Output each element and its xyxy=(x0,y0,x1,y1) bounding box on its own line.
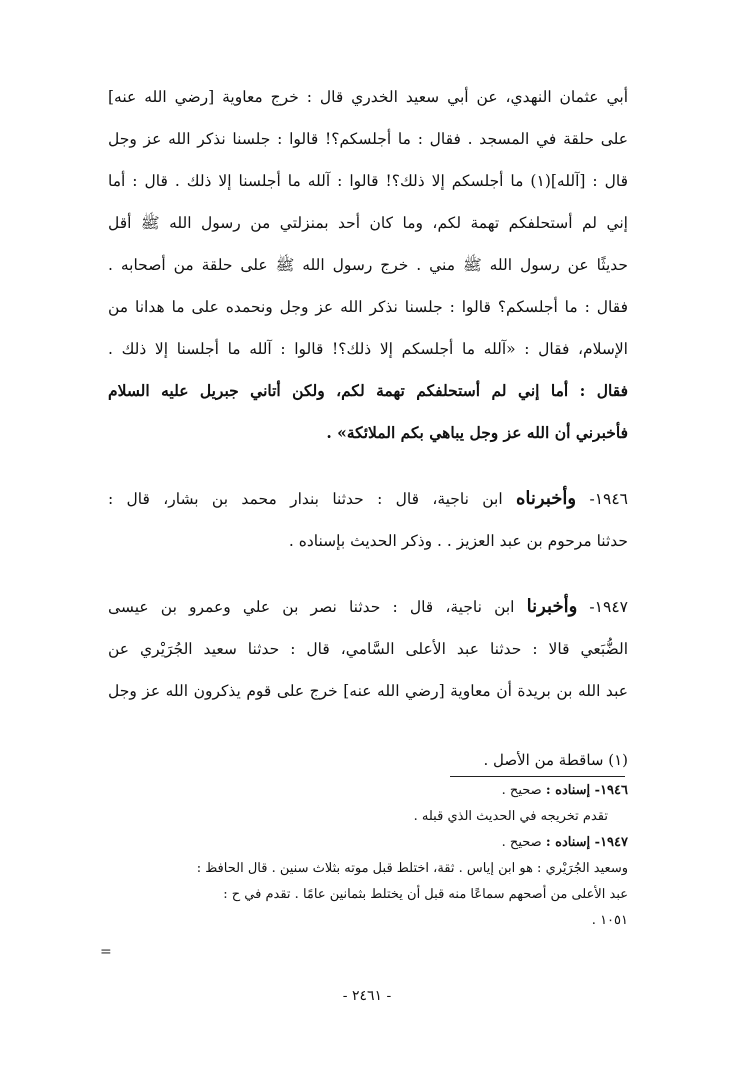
footnote-1: (١) ساقطة من الأصل . xyxy=(483,751,628,769)
continuation-mark: = xyxy=(100,944,112,960)
entry-marker: وأخبرنا xyxy=(526,596,578,617)
paragraph-gap xyxy=(108,562,628,586)
page-number: - ٢٤٦١ - xyxy=(342,988,392,1004)
entry-1946-line-1 xyxy=(108,478,628,520)
entry-1946-line-2: حدثنا مرحوم بن عبد العزيز . . وذكر الحديث بإسناده . xyxy=(288,532,628,550)
footnote-value: صحيح . xyxy=(501,835,542,850)
entry-number: ١٩٤٦- xyxy=(589,490,628,508)
footnote-value: صحيح . xyxy=(501,783,542,798)
entry-1947-line-3: عبد الله بن بريدة أن معاوية [رضي الله عنه] خرج على قوم يذكرون الله عز وجل xyxy=(108,682,628,700)
footnote-1947-detail: عبد الأعلى من أصحهم سماعًا منه قبل أن يختلط بثمانين عامًا . تقدم في ح : xyxy=(223,887,628,902)
text-line-bold: فأخبرني أن الله عز وجل يباهي بكم الملائكة» . xyxy=(326,423,628,442)
footnote-1946 xyxy=(108,778,628,804)
text-line: فقال : ما أجلسكم؟ قالوا : جلسنا نذكر الله عز وجل ونحمده على ما هدانا من xyxy=(108,298,628,316)
entry-1947-line-2: الضُّبَعي قالا : حدثنا عبد الأعلى السَّامي، قال : حدثنا سعيد الجُرَيْري عن xyxy=(108,640,628,658)
footnote-1946-detail: تقدم تخريجه في الحديث الذي قبله . xyxy=(413,809,608,824)
paragraph-gap xyxy=(108,454,628,478)
text-line: الإسلام، فقال : «آلله ما أجلسكم إلا ذلك؟! قالوا : آلله ما أجلسنا إلا ذلك . xyxy=(108,340,628,358)
footnote-1947-detail: وسعيد الجُرَيْري : هو ابن إياس . ثقة، اختلط قبل موته بثلاث سنين . قال الحافظ : xyxy=(196,861,628,876)
footnote-1947-detail: ١٠٥١ . xyxy=(591,913,628,928)
main-text xyxy=(108,76,628,712)
text-line: أبي عثمان النهدي، عن أبي سعيد الخدري قال : خرج معاوية [رضي الله عنه] xyxy=(108,88,628,106)
text-line: حديثًا عن رسول الله ﷺ مني . خرج رسول الله ﷺ على حلقة من أصحابه . xyxy=(108,256,628,274)
text-line-bold: فقال : أما إني لم أستحلفكم تهمة لكم، ولكن أتاني جبريل عليه السلام xyxy=(108,381,628,400)
footnote-1947 xyxy=(108,830,628,856)
entry-1947-line-1 xyxy=(108,586,628,628)
entry-marker: وأخبرناه xyxy=(516,488,577,509)
text-line: إني لم أستحلفكم تهمة لكم، وما كان أحد بمنزلتي من رسول الله ﷺ أقل xyxy=(108,214,628,232)
text-line: على حلقة في المسجد . فقال : ما أجلسكم؟! قالوا : جلسنا نذكر الله عز وجل xyxy=(108,130,628,148)
footnote-label: ١٩٤٦- إسناده : xyxy=(545,783,628,798)
footnote-label: ١٩٤٧- إسناده : xyxy=(545,835,628,850)
text-line: قال : [آلله](١) ما أجلسكم إلا ذلك؟! قالوا : آلله ما أجلسنا إلا ذلك . قال : أما xyxy=(108,172,628,190)
entry-number: ١٩٤٧- xyxy=(589,598,628,616)
entry-text: ابن ناجية، قال : حدثنا بندار محمد بن بشار، قال : xyxy=(108,490,503,508)
entry-text: ابن ناجية، قال : حدثنا نصر بن علي وعمرو بن عيسى xyxy=(108,598,515,616)
footnotes xyxy=(108,742,628,934)
